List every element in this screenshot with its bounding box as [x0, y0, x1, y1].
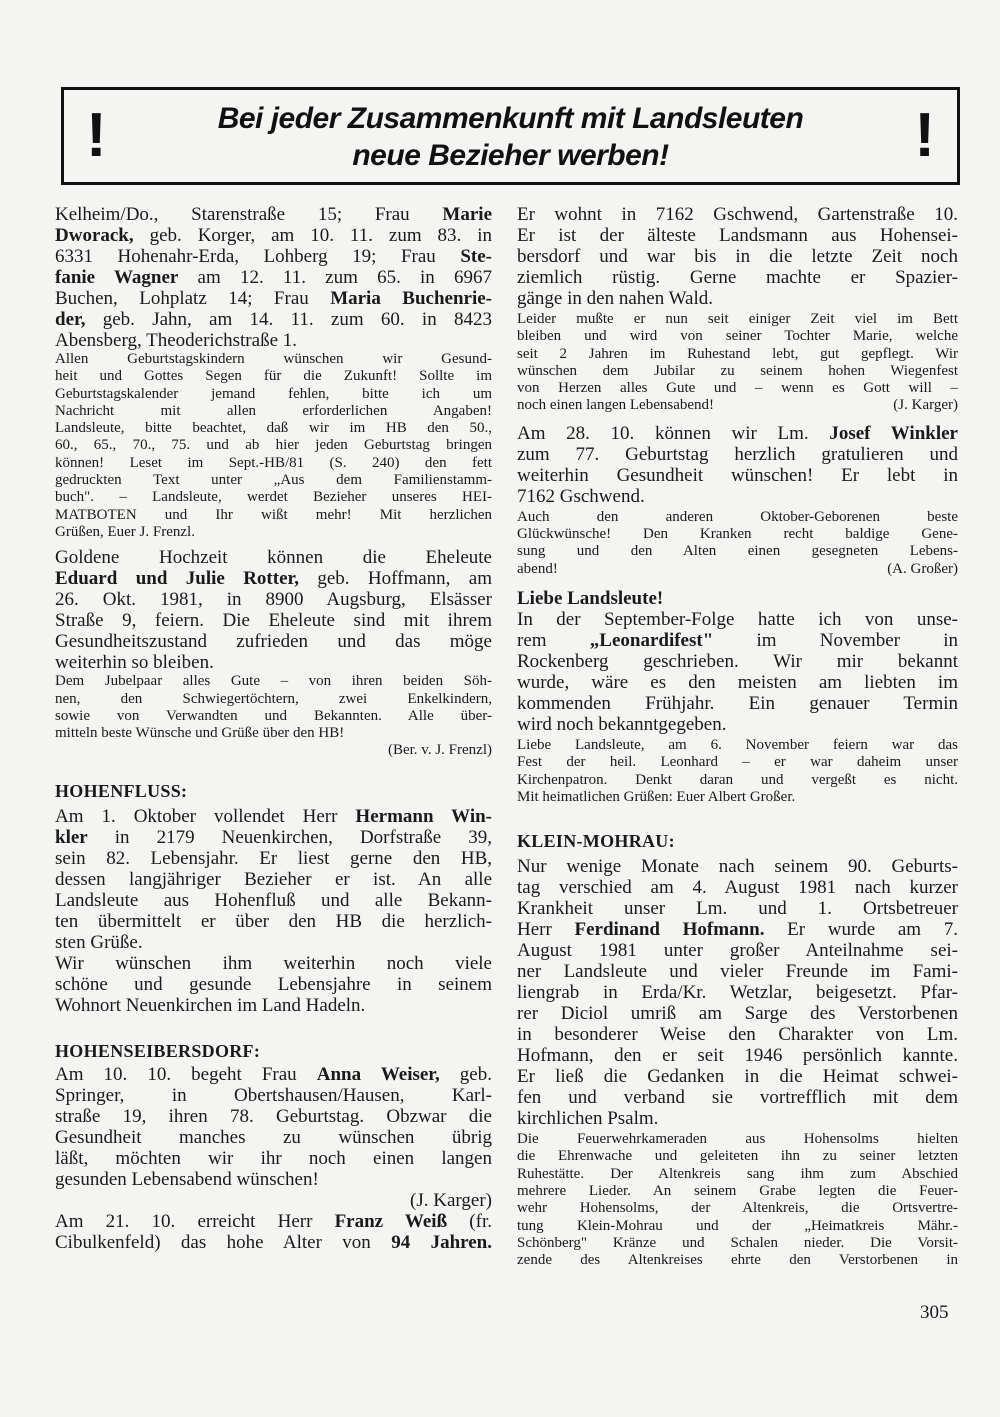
bold-name: 94 Jahren. [391, 1231, 492, 1253]
text-run: sung und den Alten einen gesegneten Lebens- [517, 543, 958, 560]
text-run: geb. Hoffmann, am [298, 568, 493, 590]
text-line [55, 386, 492, 403]
text-line [517, 1087, 958, 1108]
text-line [517, 246, 958, 267]
text-run: Schönberg" Kränze und Schalen nieder. Die Vorsit- [517, 1234, 958, 1251]
text-run: Rockenberg geschrieben. Wir mir bekannt [517, 650, 958, 672]
text-run: Landsleute, bitte beachtet, daß wir im HB den 50., [55, 420, 492, 437]
text-run: rer Diciol umriß am Sarge des Verstorbenen [517, 1003, 958, 1025]
text-line [517, 919, 958, 940]
bold-name: „Leonardifest" [589, 629, 714, 651]
author-credit: (J. Karger) [410, 1189, 492, 1211]
text-run: gesunden Lebensabend wünschen! [55, 1168, 319, 1190]
text-run: rem [517, 629, 590, 651]
text-line [55, 995, 492, 1016]
page-number: 305 [920, 1302, 949, 1323]
text-line [517, 877, 958, 898]
text-line [517, 561, 958, 578]
text-run: fen und verband sie vortrefflich mit dem [517, 1087, 958, 1109]
small-paragraph [517, 311, 958, 415]
text-run: wird noch bekanntgegeben. [517, 713, 727, 735]
text-line [517, 856, 958, 877]
text-run: Abensberg, Theoderichstraße 1. [55, 330, 297, 351]
text-line [517, 363, 958, 380]
text-line [517, 346, 958, 363]
text-line [55, 708, 492, 725]
paragraph [55, 806, 492, 953]
subscriber-appeal-banner [61, 87, 960, 185]
text-line [517, 961, 958, 982]
text-run: sein 82. Lebensjahr. Er liest gerne den HB, [55, 847, 492, 869]
text-line [517, 328, 958, 345]
author-credit: (A. Großer) [887, 560, 958, 577]
text-run: 60., 65., 70., 75. und ab hier jeden Geburtstag bringen [55, 437, 492, 454]
text-line [517, 1024, 958, 1045]
text-line [55, 368, 492, 385]
text-line [517, 444, 958, 465]
bold-name: Anna Weiser, [316, 1063, 440, 1085]
text-run: Allen Geburtstagskindern wünschen wir Gesund- [55, 351, 492, 367]
section-heading: KLEIN-MOHRAU: [517, 831, 675, 852]
bold-name: der, [55, 309, 86, 330]
text-line [55, 869, 492, 890]
text-run: Kirchenpatron. Denkt daran und vergeßt es nicht. [517, 771, 958, 788]
text-run: Er wurde am 7. [764, 919, 958, 941]
text-line [55, 1211, 492, 1232]
text-run: kommenden Frühjahr. Ein genauer Termin [517, 692, 958, 714]
text-run: August 1981 unter großer Anteilnahme sei- [517, 940, 958, 962]
banner-title-line: neue Bezieher werben! [352, 139, 669, 172]
text-run: ten übermittelt er über den HB die herzlich- [55, 910, 492, 932]
author-credit: (J. Karger) [893, 397, 958, 414]
text-run: wünschen dem Jubilar zu seinem hohen Wiegenfest [517, 362, 958, 379]
text-line [55, 911, 492, 932]
text-line [517, 737, 958, 754]
text-run: Gesundheitszustand zufrieden und das möge [55, 631, 492, 653]
text-line [55, 631, 492, 652]
text-run: buch". – Landsleute, werdet Bezieher unseres HEI- [55, 489, 492, 506]
text-line [55, 472, 492, 489]
text-line [517, 311, 958, 328]
text-line [55, 1106, 492, 1127]
small-paragraph [55, 351, 492, 541]
small-paragraph [517, 1131, 958, 1269]
text-run: heit und Gottes Segen für die Zukunft! Sollte im [55, 368, 492, 385]
bold-name: Ferdinand Hofmann. [574, 919, 765, 941]
text-line [517, 1108, 958, 1129]
paragraph [517, 609, 958, 735]
text-line [55, 974, 492, 995]
text-line [517, 509, 958, 526]
text-run: bersdorf und war bis in die letzte Zeit noch [517, 246, 958, 267]
text-line [517, 1148, 958, 1165]
bold-name: Dworack, [55, 225, 134, 246]
text-run: bleiben und wird von seiner Tochter Marie, welche [517, 328, 958, 345]
text-line [55, 673, 492, 690]
text-line [517, 630, 958, 651]
text-line [55, 568, 492, 589]
text-line [55, 806, 492, 827]
text-line [517, 754, 958, 771]
section-heading: Liebe Landsleute! [517, 587, 664, 609]
text-run: Mit heimatlichen Grüßen: Euer Albert Großer. [517, 788, 796, 805]
text-line [517, 982, 958, 1003]
text-run: Liebe Landsleute, am 6. November feiern war das [517, 736, 958, 753]
text-line [517, 1183, 958, 1200]
text-line [55, 547, 492, 568]
bold-name: Josef Winkler [829, 422, 958, 444]
text-run: geb. Korger, am 10. 11. zum 83. in [133, 225, 492, 246]
banner-title-line: Bei jeder Zusammenkunft mit Landsleuten [217, 102, 804, 135]
text-run: Buchen, Lohplatz 14; Frau [55, 288, 331, 309]
text-line [55, 420, 492, 437]
text-run: Am 10. 10. begeht Frau [55, 1063, 317, 1085]
text-run: mehrere Lieder. An seinem Grabe legten die Feuer- [517, 1183, 958, 1200]
text-run: Fest der heil. Leonhard – er war daheim unser [517, 754, 958, 771]
text-run: sten Grüße. [55, 931, 143, 953]
text-line [517, 940, 958, 961]
text-line [517, 898, 958, 919]
text-run: geb. Jahn, am 14. 11. zum 60. in 8423 [85, 309, 492, 330]
text-run: gedruckten Text unter „Aus dem Familienstamm- [55, 472, 492, 489]
text-run: sowie von Verwandten und Bekannten. Alle über- [55, 707, 492, 724]
text-run: kirchlichen Psalm. [517, 1108, 659, 1130]
text-line [55, 288, 492, 309]
text-run: wurde, wäre es den meisten am liebten im [517, 671, 958, 693]
text-line [55, 589, 492, 610]
text-run: liengrab in Erda/Kr. Wetzlar, beigesetzt. Pfar- [517, 982, 958, 1004]
text-run: (fr. [447, 1210, 492, 1232]
text-run: Nachricht mit allen erforderlichen Angaben! [55, 402, 492, 419]
bold-name: Hermann Win- [355, 805, 492, 827]
text-run: Ruhestätte. Der Altenkreis sang ihm zum Abschied [517, 1165, 958, 1182]
text-run: dessen langjähriger Bezieher er ist. An alle [55, 868, 492, 890]
text-run: Nur wenige Monate nach seinem 90. Geburts- [517, 856, 958, 878]
text-line [517, 288, 958, 309]
text-line [55, 1232, 492, 1253]
small-paragraph [517, 509, 958, 578]
text-run: am 12. 11. zum 65. in 6967 [178, 267, 493, 288]
paragraph [55, 1211, 492, 1253]
text-run: Glückwünsche! Den Kranken recht baldige Gene- [517, 526, 958, 543]
text-line [55, 403, 492, 420]
text-run: schöne und gesunde Lebensjahre in seinem [55, 973, 492, 995]
text-line [517, 1235, 958, 1252]
text-line [55, 1148, 492, 1169]
author-credit: (Ber. v. J. Frenzl) [387, 742, 492, 759]
text-run: 26. Okt. 1981, in 8900 Augsburg, Elsässer [55, 589, 492, 611]
text-line [55, 827, 492, 848]
text-run: Er ließ die Gedanken in die Heimat schwei- [517, 1066, 958, 1088]
small-paragraph [55, 673, 492, 759]
text-run: Auch den anderen Oktober-Geborenen beste [517, 508, 958, 525]
small-paragraph [517, 737, 958, 806]
paragraph [55, 204, 492, 351]
text-run: MATBOTEN und Ihr wißt mehr! Mit herzlichen [55, 506, 492, 523]
text-line [55, 246, 492, 267]
text-line [517, 789, 958, 806]
text-line [517, 1066, 958, 1087]
text-run: seit 2 Jahren im Ruhestand lebt, gut gepflegt. Wir [517, 345, 958, 362]
text-run: 6331 Hohenahr-Erda, Lohberg 19; Frau [55, 246, 461, 267]
text-run: die Ehrenwache und geleiteten ihn zu seiner letzten [517, 1148, 958, 1165]
right-column [517, 204, 958, 1270]
text-run: läßt, möchten wir ihr noch einen langen [55, 1147, 492, 1169]
text-run: Am 28. 10. können wir Lm. [517, 422, 830, 444]
text-line [517, 225, 958, 246]
text-run: Kelheim/Do., Starenstraße 15; Frau [55, 204, 443, 225]
text-run: tag verschied am 4. August 1981 nach kurzer [517, 877, 958, 899]
text-run: Er wohnt in 7162 Gschwend, Gartenstraße 10. [517, 204, 958, 225]
text-line [55, 610, 492, 631]
text-line [55, 691, 492, 708]
text-run: ner Landsleute und vieler Freunde im Fami- [517, 961, 958, 983]
text-run: abend! [517, 560, 558, 577]
text-line [517, 1252, 958, 1269]
text-run: von Herzen alles Gute und – wenn es Gott will – [517, 380, 958, 397]
text-line [55, 725, 492, 742]
text-run: tung Klein-Mohrau und der „Heimatkreis Mähr.- [517, 1217, 958, 1234]
bold-name: Marie [442, 204, 492, 225]
text-run: Landsleute aus Hohenfluß und alle Bekann- [55, 889, 492, 911]
text-line [517, 1218, 958, 1235]
text-line [517, 1166, 958, 1183]
bold-name: Ste- [460, 246, 492, 267]
section-heading: HOHENFLUSS: [55, 780, 188, 801]
text-run: Krankheit unser Lm. und 1. Ortsbetreuer [517, 898, 958, 920]
text-line [517, 609, 958, 630]
text-run: weiterhin Gesundheit wünschen! Er lebt in [517, 464, 958, 486]
text-run: können! Leset im Sept.-HB/81 (S. 240) den fett [55, 454, 492, 471]
text-line [517, 672, 958, 693]
text-run: zende des Altenkreises ehrte den Verstorbenen in [517, 1252, 958, 1269]
text-line [55, 489, 492, 506]
text-line [517, 1045, 958, 1066]
text-run: Grüßen, Euer J. Frenzl. [55, 523, 195, 540]
text-run: gänge in den nahen Wald. [517, 288, 713, 309]
text-line [517, 204, 958, 225]
text-run: Dem Jubelpaar alles Gute – von ihren beiden Söh- [55, 673, 492, 690]
text-line [55, 524, 492, 541]
text-run: straße 19, ihren 78. Geburtstag. Obzwar die [55, 1105, 492, 1127]
bold-name: Eduard und Julie Rotter, [55, 568, 299, 590]
text-line [55, 309, 492, 330]
text-line [55, 204, 492, 225]
text-run: Wir wünschen ihm weiterhin noch viele [55, 952, 492, 974]
text-run: In der September-Folge hatte ich von unse- [517, 608, 958, 630]
text-run: Die Feuerwehrkameraden aus Hohensolms hielten [517, 1131, 958, 1148]
bold-name: kler [55, 826, 88, 848]
text-line [55, 848, 492, 869]
text-line [517, 1003, 958, 1024]
section-heading: HOHENSEIBERSDORF: [55, 1040, 261, 1061]
text-line [55, 1085, 492, 1106]
text-line [55, 225, 492, 246]
text-line [55, 1064, 492, 1085]
text-run: Gesundheit manches zu wünschen übrig [55, 1126, 492, 1148]
text-line [55, 1169, 492, 1190]
text-run: Am 21. 10. erreicht Herr [55, 1210, 335, 1232]
text-run: in besonderer Weise den Charakter von Lm. [517, 1024, 958, 1046]
text-line [55, 351, 492, 368]
text-line [55, 953, 492, 974]
text-line [517, 526, 958, 543]
text-line [55, 890, 492, 911]
text-line [517, 543, 958, 560]
text-run: Springer, in Obertshausen/Hausen, Karl- [55, 1084, 492, 1106]
text-line [55, 507, 492, 524]
text-run: ziemlich rüstig. Gerne machte er Spazier- [517, 267, 958, 288]
exclamation-icon: ! [914, 101, 935, 170]
text-run: mitteln beste Wünsche und Grüße über den HB! [55, 725, 345, 742]
text-run: Hofmann, den er seit 1946 persönlich kannte. [517, 1045, 958, 1067]
text-run: Am 1. Oktober vollendet Herr [55, 805, 356, 827]
text-run: Er ist der älteste Landsmann aus Hohensei- [517, 225, 958, 246]
text-line [517, 1200, 958, 1217]
paragraph [517, 856, 958, 1129]
text-line [517, 651, 958, 672]
text-line [517, 772, 958, 789]
text-run: 7162 Gschwend. [517, 485, 645, 507]
text-run: wehr Hohensolms, der Altenkreis, die Ortsvertre- [517, 1200, 958, 1217]
text-line [517, 693, 958, 714]
text-line [55, 652, 492, 673]
text-line [517, 465, 958, 486]
paragraph [55, 1064, 492, 1211]
bold-name: Maria Buchenrie- [330, 288, 492, 309]
text-line [55, 1127, 492, 1148]
paragraph [55, 547, 492, 673]
text-line [517, 486, 958, 507]
bold-name: fanie Wagner [55, 267, 179, 288]
text-line [55, 330, 492, 351]
text-line [517, 397, 958, 414]
text-run: weiterhin so bleiben. [55, 652, 214, 674]
text-line [517, 267, 958, 288]
text-run: Geburtstagskalender jemand fehlen, bitte ich um [55, 385, 492, 402]
bold-name: Franz Weiß [334, 1210, 448, 1232]
text-run: im November in [713, 629, 958, 651]
text-run: Leider mußte er nun seit einiger Zeit viel im Bett [517, 311, 958, 327]
exclamation-icon: ! [86, 101, 107, 170]
text-line [517, 423, 958, 444]
text-run: nen, den Schwiegertöchtern, zwei Enkelkindern, [55, 690, 492, 707]
text-run: geb. [439, 1063, 492, 1085]
text-line [55, 932, 492, 953]
text-run: Wohnort Neuenkirchen im Land Hadeln. [55, 994, 366, 1016]
text-line [517, 714, 958, 735]
paragraph [55, 953, 492, 1016]
left-column [55, 204, 492, 1253]
text-line [517, 380, 958, 397]
text-run: noch einen langen Lebensabend! [517, 397, 714, 414]
text-run: Straße 9, feiern. Die Eheleute sind mit ihrem [55, 610, 492, 632]
text-line [55, 455, 492, 472]
text-line [55, 267, 492, 288]
text-run: in 2179 Neuenkirchen, Dorfstraße 39, [87, 826, 492, 848]
text-line [55, 437, 492, 454]
paragraph [517, 423, 958, 507]
text-run: Herr [517, 919, 575, 941]
paragraph [517, 204, 958, 309]
text-line [517, 1131, 958, 1148]
text-run: Goldene Hochzeit können die Eheleute [55, 547, 492, 569]
text-run: Cibulkenfeld) das hohe Alter von [55, 1231, 392, 1253]
banner-title [64, 100, 957, 174]
text-run: zum 77. Geburtstag herzlich gratulieren und [517, 443, 958, 465]
